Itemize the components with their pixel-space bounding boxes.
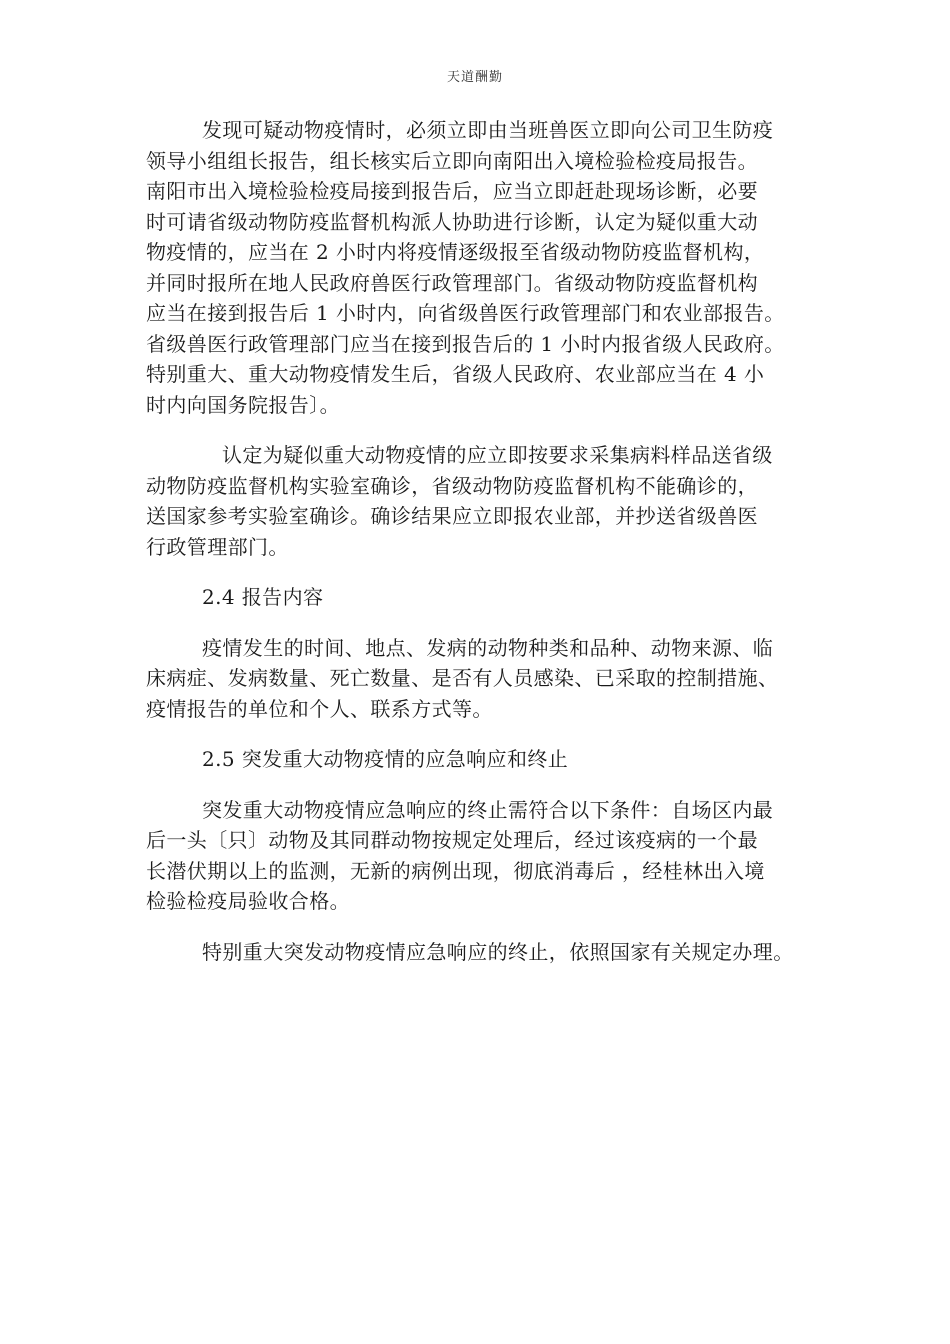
heading-text: 2.5 突发重大动物疫情的应急响应和终止 (202, 747, 569, 771)
text-line: 床病症、发病数量、死亡数量、是否有人员感染、已采取的控制措施、 (146, 666, 779, 690)
paragraph-report-content (146, 633, 826, 725)
text-line: 南阳市出入境检验检疫局接到报告后，应当立即赶赴现场诊断，必要 (146, 179, 758, 203)
text-line: 疫情发生的时间、地点、发病的动物种类和品种、动物来源、临 (202, 635, 774, 660)
text-line: 领导小组组长报告，组长核实后立即向南阳出入境检验检疫局报告。 (146, 148, 758, 173)
text-line: 并同时报所在地人民政府兽医行政管理部门。省级动物防疫监督机构 (146, 270, 758, 295)
text-line: 特别重大、重大动物疫情发生后，省级人民政府、农业部应当在 4 小 (146, 362, 765, 386)
paragraph-special-termination (146, 937, 826, 968)
text-line: 发现可疑动物疫情时，必须立即由当班兽医立即向公司卫生防疫 (202, 118, 774, 142)
section-heading-2-4 (146, 582, 826, 613)
text-line: 省级兽医行政管理部门应当在接到报告后的 1 小时内报省级人民政府。 (146, 331, 785, 356)
text-line: 突发重大动物疫情应急响应的终止需符合以下条件：自场区内最 (202, 797, 774, 822)
document-body (146, 115, 826, 987)
text-line: 行政管理部门。 (146, 534, 289, 559)
paragraph-diagnosis-confirmation (146, 440, 826, 562)
paragraph-termination-conditions (146, 795, 826, 917)
text-line: 疫情报告的单位和个人、联系方式等。 (146, 696, 493, 721)
text-line: 送国家参考实验室确诊。确诊结果应立即报农业部，并抄送省级兽医 (146, 504, 758, 528)
text-line: 物疫情的，应当在 2 小时内将疫情逐级报至省级动物防疫监督机构， (146, 240, 765, 264)
text-line: 长潜伏期以上的监测，无新的病例出现，彻底消毒后 ，经桂林出入境 (146, 858, 765, 883)
text-line: 时内向国务院报告〕。 (146, 392, 340, 417)
heading-text: 2.4 报告内容 (202, 585, 324, 609)
text-line: 动物防疫监督机构实验室确诊，省级动物防疫监督机构不能确诊的， (146, 473, 758, 498)
text-line: 后一头〔只〕动物及其同群动物按规定处理后，经过该疫病的一个最 (146, 828, 758, 852)
text-line: 认定为疑似重大动物疫情的应立即按要求采集病料样品送省级 (222, 443, 773, 467)
section-heading-2-5 (146, 744, 826, 775)
text-line: 时可请省级动物防疫监督机构派人协助进行诊断，认定为疑似重大动 (146, 209, 758, 234)
paragraph-report-procedure (146, 115, 826, 420)
text-line: 检验检疫局验收合格。 (146, 889, 350, 913)
page-header: 天道酬勤 (446, 70, 503, 85)
text-line: 应当在接到报告后 1 小时内，向省级兽医行政管理部门和农业部报告。 (146, 301, 785, 325)
text-line: 特别重大突发动物疫情应急响应的终止，依照国家有关规定办理。 (202, 939, 794, 964)
